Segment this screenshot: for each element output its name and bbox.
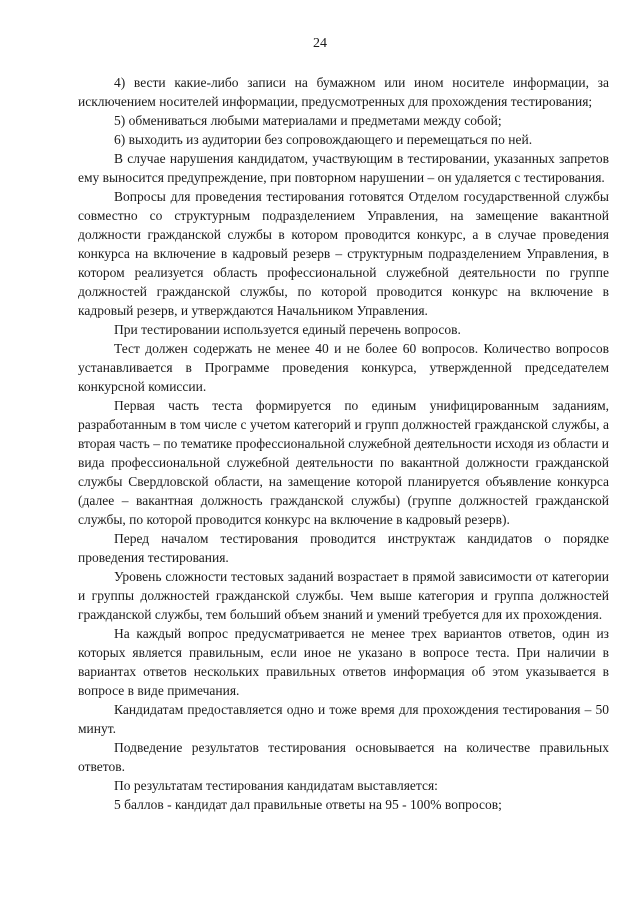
document-body	[78, 73, 609, 814]
paragraph-test-parts: Первая часть теста формируется по единым унифицированным заданиям, разработанным в том числе с учетом категорий и групп должностей гражданской службы, а вторая часть – по тематике профессиональной служебной деятельности исходя из области и вида профессиональной служебной деятельности по вакантной должности гражданской службы Свердловской области, на замещение которой планируется объявление конкурса (далее – вакантная должность гражданской службы) (группе должностей гражданской службы, по которой проводится конкурс на включение в кадровый резерв).	[78, 398, 609, 527]
paragraph-single-question-list: При тестировании используется единый перечень вопросов.	[114, 322, 461, 337]
paragraph-violation: В случае нарушения кандидатом, участвующим в тестировании, указанных запретов ему выносится предупреждение, при повторном нарушении – он удаляется с тестирования.	[78, 151, 609, 185]
paragraph-results-basis: Подведение результатов тестирования основывается на количестве правильных ответов.	[78, 740, 609, 774]
paragraph-scoring-intro: По результатам тестирования кандидатам выставляется:	[114, 778, 438, 793]
paragraph-briefing: Перед началом тестирования проводится инструктаж кандидатов о порядке проведения тестирования.	[78, 531, 609, 565]
list-item-5: 5) обмениваться любыми материалами и предметами между собой;	[114, 113, 502, 128]
paragraph-difficulty: Уровень сложности тестовых заданий возрастает в прямой зависимости от категории и группы должностей гражданской службы. Чем выше категория и группа должностей гражданской службы, тем больший объем знаний и умений требуется для их прохождения.	[78, 569, 609, 622]
paragraph-answer-options: На каждый вопрос предусматривается не менее трех вариантов ответов, один из которых является правильным, если иное не указано в вопросе теста. При наличии в вариантах ответов нескольких правильных ответов информация об этом указывается в вопросе в виде примечания.	[78, 626, 609, 698]
paragraph-score-5: 5 баллов - кандидат дал правильные ответы на 95 - 100% вопросов;	[114, 797, 502, 812]
page-number: 24	[313, 36, 327, 51]
paragraph-question-count: Тест должен содержать не менее 40 и не более 60 вопросов. Количество вопросов устанавливается в Программе проведения конкурса, утвержденной председателем конкурсной комиссии.	[78, 341, 609, 394]
paragraph-questions-preparation: Вопросы для проведения тестирования готовятся Отделом государственной службы совместно со структурным подразделением Управления, на замещение вакантной должности гражданской службы в котором проводится конкурс, а в случае проведения конкурса на включение в кадровый резерв – структурным подразделением Управления, в котором реализуется область профессиональной служебной деятельности по группе должностей гражданской службы, по которой проводится конкурс на включение в кадровый резерв, и утверждаются Начальником Управления.	[78, 189, 609, 318]
list-item-6: 6) выходить из аудитории без сопровождающего и перемещаться по ней.	[114, 132, 533, 147]
list-item-4: 4) вести какие-либо записи на бумажном или ином носителе информации, за исключением носителей информации, предусмотренных для прохождения тестирования;	[78, 75, 609, 109]
paragraph-time-limit: Кандидатам предоставляется одно и тоже время для прохождения тестирования – 50 минут.	[78, 702, 609, 736]
